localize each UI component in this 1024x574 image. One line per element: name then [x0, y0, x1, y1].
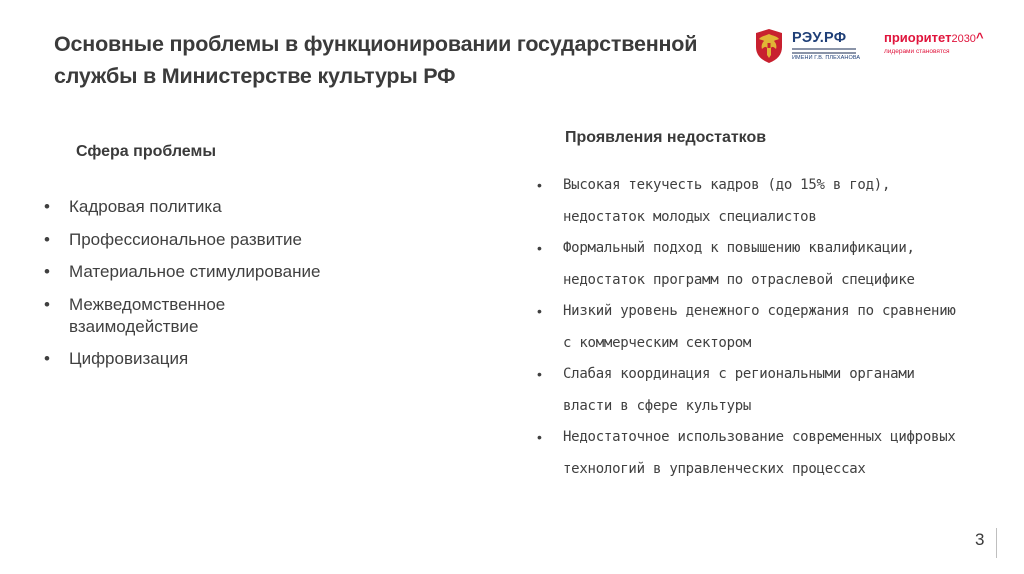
slide-title — [54, 28, 734, 92]
page-number-divider — [996, 528, 997, 558]
list-item — [537, 296, 957, 359]
priority-2030-logo — [884, 30, 1004, 60]
list-item — [44, 261, 424, 283]
double-headed-eagle-emblem-icon — [752, 27, 786, 65]
priority-logo-name: приоритет — [884, 30, 952, 45]
list-item-text: Формальный подход к повышению квалификации, недостаток программ по отраслевой специфике — [563, 240, 915, 288]
bullet-icon: • — [44, 262, 50, 281]
list-item-text: Низкий уровень денежного содержания по сравнению с коммерческим сектором — [563, 303, 956, 351]
list-item — [44, 348, 424, 370]
reu-logo-subtitle: ИМЕНИ Г.В. ПЛЕХАНОВА — [792, 55, 861, 61]
priority-logo-year: 2030 — [951, 33, 976, 45]
list-item-text: Кадровая политика — [69, 197, 222, 216]
bullet-icon: • — [537, 177, 542, 193]
right-column-heading: Проявления недостатков — [565, 129, 767, 146]
page-number: 3 — [975, 530, 985, 549]
bullet-icon: • — [537, 240, 542, 256]
problem-areas-list — [44, 196, 424, 381]
list-item-text: Материальное стимулирование — [69, 262, 321, 281]
slide-title-line-1: Основные проблемы в функционировании государственной — [54, 32, 698, 56]
shortcomings-list — [537, 170, 957, 485]
list-item — [44, 196, 424, 218]
bullet-icon: • — [44, 197, 50, 216]
priority-logo-tagline: лидерами становятся — [884, 48, 950, 55]
bullet-icon: • — [537, 429, 542, 445]
list-item-text: Слабая координация с региональными органами власти в сфере культуры — [563, 366, 915, 414]
list-item — [44, 294, 424, 338]
bullet-icon: • — [44, 294, 50, 314]
list-item-text: Высокая текучесть кадров (до 15% в год), недостаток молодых специалистов — [563, 177, 891, 225]
list-item-text: Цифровизация — [69, 349, 189, 368]
reu-logo-name: РЭУ.РФ — [792, 30, 847, 46]
priority-logo-wordmark — [884, 30, 1004, 47]
reu-logo-lines — [792, 48, 860, 54]
caret-icon: ^ — [975, 30, 984, 45]
list-item — [537, 233, 957, 296]
list-item — [537, 359, 957, 422]
bullet-icon: • — [44, 229, 50, 249]
list-item-text: Недостаточное использование современных цифровых технологий в управленческих процессах — [563, 429, 956, 477]
left-column-heading: Сфера проблемы — [76, 143, 216, 160]
list-item — [537, 170, 957, 233]
bullet-icon: • — [537, 366, 542, 382]
slide-title-line-2: службы в Министерстве культуры РФ — [54, 64, 456, 88]
list-item — [44, 229, 424, 251]
list-item-text: Межведомственное взаимодействие — [69, 294, 226, 336]
bullet-icon: • — [44, 349, 50, 368]
list-item-text: Профессиональное развитие — [69, 229, 302, 249]
bullet-icon: • — [537, 303, 542, 319]
list-item — [537, 422, 957, 485]
reu-logo — [752, 27, 862, 65]
